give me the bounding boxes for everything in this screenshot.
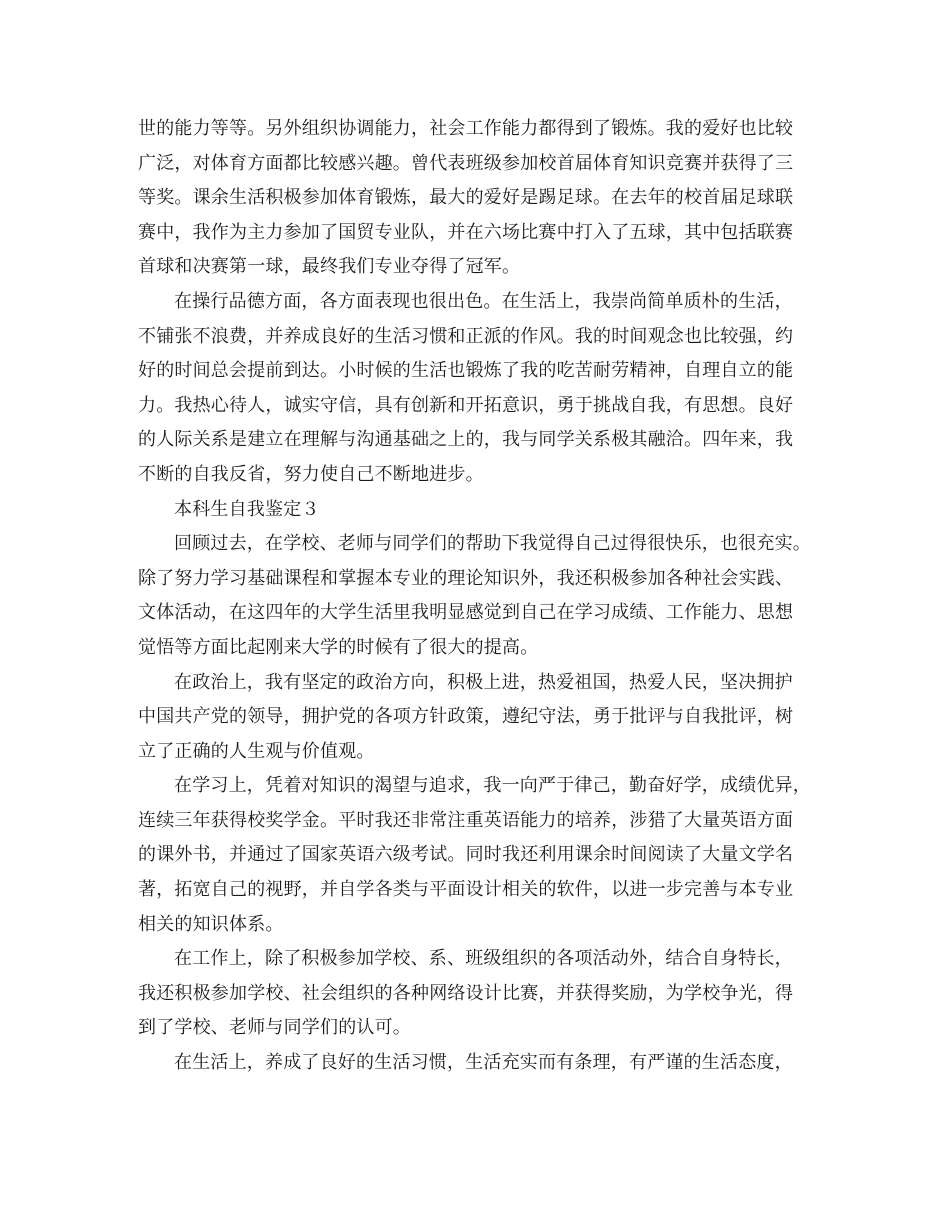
paragraph-start-line: 回顾过去，在学校、老师与同学们的帮助下我觉得自己过得很快乐，也很充实。 bbox=[174, 533, 811, 555]
body-line: 力。我热心待人，诚实守信，具有创新和开拓意识，勇于挑战自我，有思想。良好 bbox=[138, 394, 794, 416]
body-line: 立了正确的人生观与价值观。 bbox=[138, 740, 375, 762]
section-heading: 本科生自我鉴定３ bbox=[174, 498, 320, 520]
body-line: 除了努力学习基础课程和掌握本专业的理论知识外，我还积极参加各种社会实践、 bbox=[138, 567, 794, 589]
body-line: 好的时间总会提前到达。小时候的生活也锻炼了我的吃苦耐劳精神，自理自立的能 bbox=[138, 360, 794, 382]
body-line: 赛中，我作为主力参加了国贸专业队，并在六场比赛中打入了五球，其中包括联赛 bbox=[138, 221, 794, 243]
body-line: 广泛，对体育方面都比较感兴趣。曾代表班级参加校首届体育知识竞赛并获得了三 bbox=[138, 152, 794, 174]
body-line: 等奖。课余生活积极参加体育锻炼，最大的爱好是踢足球。在去年的校首届足球联 bbox=[138, 187, 794, 209]
body-line: 著，拓宽自己的视野，并自学各类与平面设计相关的软件，以进一步完善与本专业 bbox=[138, 879, 794, 901]
body-line: 不断的自我反省，努力使自己不断地进步。 bbox=[138, 463, 484, 485]
body-line: 文体活动，在这四年的大学生活里我明显感觉到自己在学习成绩、工作能力、思想 bbox=[138, 602, 794, 624]
body-line: 我还积极参加学校、社会组织的各种网络设计比赛，并获得奖励，为学校争光，得 bbox=[138, 982, 794, 1004]
body-line: 相关的知识体系。 bbox=[138, 913, 284, 935]
body-line: 首球和决赛第一球，最终我们专业夺得了冠军。 bbox=[138, 256, 521, 278]
paragraph-start-line: 在操行品德方面，各方面表现也很出色。在生活上，我崇尚简单质朴的生活， bbox=[174, 290, 793, 312]
body-line: 不铺张不浪费，并养成良好的生活习惯和正派的作风。我的时间观念也比较强，约 bbox=[138, 325, 794, 347]
paragraph-start-line: 在学习上，凭着对知识的渴望与追求，我一向严于律己，勤奋好学，成绩优异， bbox=[174, 775, 811, 797]
body-line: 的课外书，并通过了国家英语六级考试。同时我还利用课余时间阅读了大量文学名 bbox=[138, 844, 794, 866]
body-line: 的人际关系是建立在理解与沟通基础之上的，我与同学关系极其融洽。四年来，我 bbox=[138, 429, 794, 451]
paragraph-start-line: 在政治上，我有坚定的政治方向，积极上进，热爱祖国，热爱人民，坚决拥护 bbox=[174, 671, 793, 693]
body-line: 中国共产党的领导，拥护党的各项方针政策，遵纪守法，勇于批评与自我批评，树 bbox=[138, 706, 794, 728]
paragraph-start-line: 在生活上，养成了良好的生活习惯，生活充实而有条理，有严谨的生活态度， bbox=[174, 1052, 793, 1074]
body-line: 觉悟等方面比起刚来大学的时候有了很大的提高。 bbox=[138, 636, 539, 658]
document-body bbox=[138, 112, 814, 1081]
body-line: 世的能力等等。另外组织协调能力，社会工作能力都得到了锻炼。我的爱好也比较 bbox=[138, 118, 794, 139]
body-line: 到了学校、老师与同学们的认可。 bbox=[138, 1017, 411, 1039]
body-line: 连续三年获得校奖学金。平时我还非常注重英语能力的培养，涉猎了大量英语方面 bbox=[138, 809, 794, 831]
paragraph-start-line: 在工作上，除了积极参加学校、系、班级组织的各项活动外，结合自身特长， bbox=[174, 948, 793, 970]
